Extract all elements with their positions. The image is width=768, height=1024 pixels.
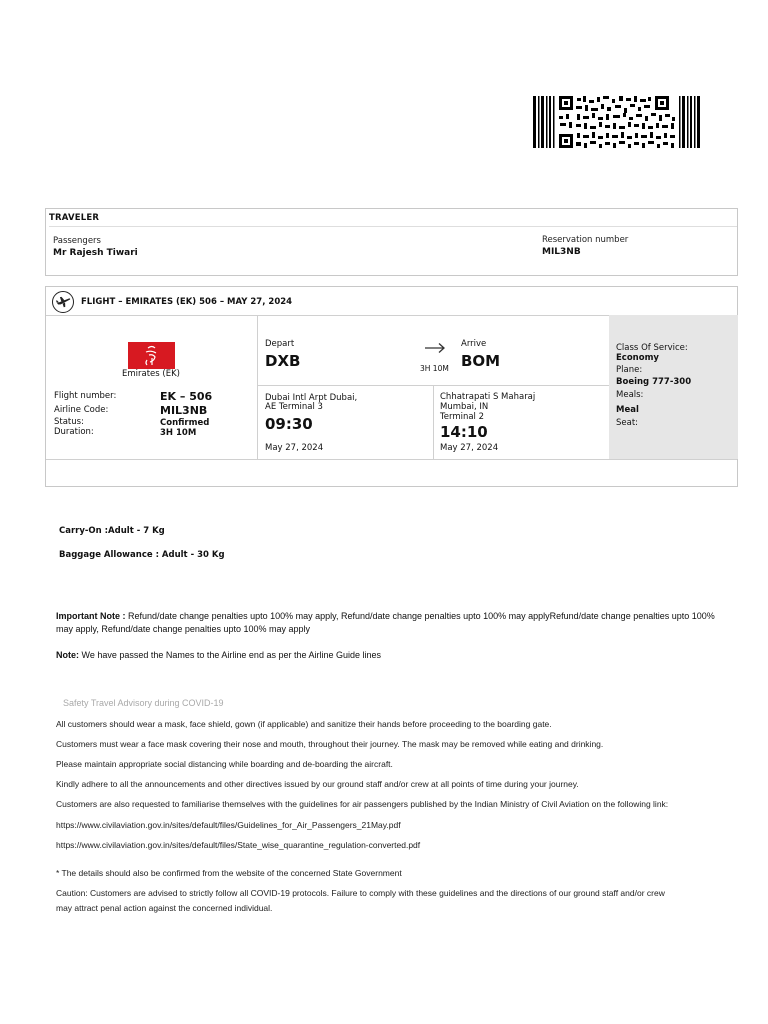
- flight-number-label: Flight number:: [54, 391, 117, 401]
- arrive-label: Arrive: [461, 339, 487, 349]
- travel-time: 3H 10M: [420, 364, 449, 373]
- reservation-label: Reservation number: [542, 235, 629, 245]
- meals-label: Meals:: [616, 390, 644, 400]
- advisory-line: All customers should wear a mask, face shield, gown (if applicable) and sanitize their hands before proceeding to the boarding gate.: [56, 719, 552, 729]
- divider: [46, 459, 737, 460]
- advisory-footnote: * The details should also be confirmed from the website of the concerned State Government: [56, 868, 402, 878]
- airline-note: [56, 649, 381, 662]
- important-note: [56, 610, 746, 636]
- depart-label: Depart: [265, 339, 295, 349]
- caution-line: Caution: Customers are advised to strictly follow all COVID-19 protocols. Failure to comply with these guidelines and the directions of our ground staff and/or crew: [56, 888, 665, 898]
- airline-code-label: Airline Code:: [54, 405, 109, 415]
- divider: [257, 385, 609, 386]
- qr-barcode: [533, 96, 700, 148]
- note-label: Note:: [56, 650, 79, 660]
- class-label: Class Of Service:: [616, 343, 688, 353]
- plane-label: Plane:: [616, 365, 643, 375]
- advisory-line: Please maintain appropriate social distancing while boarding and de-boarding the aircraft.: [56, 759, 393, 769]
- arrive-date: May 27, 2024: [440, 443, 499, 453]
- quarantine-link[interactable]: https://www.civilaviation.gov.in/sites/default/files/State_wise_quarantine_regulation-converted.pdf: [56, 840, 421, 850]
- arrive-time: 14:10: [440, 423, 488, 441]
- arrive-terminal: Terminal 2: [440, 412, 485, 422]
- divider: [433, 385, 434, 459]
- depart-code: DXB: [265, 352, 301, 370]
- status-value: Confirmed: [160, 418, 210, 428]
- important-note-label: Important Note :: [56, 611, 126, 621]
- flight-section: [45, 286, 738, 487]
- duration-label: Duration:: [54, 427, 94, 437]
- caution-line-2: may attract penal action against the concerned individual.: [56, 903, 273, 913]
- depart-terminal: AE Terminal 3: [265, 402, 323, 412]
- traveler-heading: TRAVELER: [49, 213, 100, 223]
- carry-on-allowance: Carry-On :Adult - 7 Kg: [59, 526, 165, 536]
- guidelines-link[interactable]: https://www.civilaviation.gov.in/sites/default/files/Guidelines_for_Air_Passengers_21May.pdf: [56, 820, 401, 830]
- arrive-airport: Chhatrapati S Maharaj: [440, 392, 536, 402]
- status-label: Status:: [54, 417, 84, 427]
- flight-title: FLIGHT – EMIRATES (EK) 506 – MAY 27, 2024: [81, 297, 293, 307]
- traveler-section: [45, 208, 738, 276]
- plane-value: Boeing 777-300: [616, 377, 692, 387]
- advisory-line: Customers are also requested to familiarise themselves with the guidelines for air passengers published by the Indian Ministry of Civil Aviation on the following link:: [56, 799, 669, 809]
- flight-number: EK – 506: [160, 390, 213, 403]
- advisory-title: Safety Travel Advisory during COVID-19: [63, 698, 224, 708]
- arrive-city: Mumbai, IN: [440, 402, 489, 412]
- service-panel: [609, 315, 738, 459]
- barcode-graphic: [533, 96, 700, 148]
- advisory-line: Kindly adhere to all the announcements and other directives issued by our ground staff and/or crew at all points of time during your journey.: [56, 779, 579, 789]
- emirates-logo: [128, 342, 175, 369]
- divider: [49, 226, 737, 227]
- important-note-text: Refund/date change penalties upto 100% may apply, Refund/date change penalties upto 100% may applyRefund/date change penalties upto 100%: [125, 611, 715, 621]
- baggage-allowance: Baggage Allowance : Adult - 30 Kg: [59, 550, 225, 560]
- passenger-name: Mr Rajesh Tiwari: [53, 248, 138, 258]
- advisory-line: Customers must wear a face mask covering their nose and mouth, throughout their journey. The mask may be removed while eating and drinking.: [56, 739, 604, 749]
- meals-value: Meal: [616, 405, 639, 415]
- airline-code: MIL3NB: [160, 404, 208, 417]
- depart-airport: Dubai Intl Arpt Dubai,: [265, 393, 358, 403]
- arrive-code: BOM: [461, 352, 501, 370]
- reservation-number: MIL3NB: [542, 247, 581, 257]
- duration-value: 3H 10M: [160, 428, 197, 438]
- divider: [257, 315, 258, 459]
- passengers-label: Passengers: [53, 236, 101, 246]
- seat-label: Seat:: [616, 418, 639, 428]
- depart-date: May 27, 2024: [265, 443, 324, 453]
- airplane-icon: [52, 291, 74, 313]
- class-value: Economy: [616, 353, 659, 363]
- depart-time: 09:30: [265, 415, 313, 433]
- important-note-line-2: may apply, Refund/date change penalties upto 100% may apply: [56, 624, 310, 634]
- important-note-line: [56, 610, 746, 623]
- note-text: We have passed the Names to the Airline end as per the Airline Guide lines: [79, 650, 382, 660]
- arrow-right-icon: [424, 339, 446, 351]
- airline-name: Emirates (EK): [122, 369, 180, 379]
